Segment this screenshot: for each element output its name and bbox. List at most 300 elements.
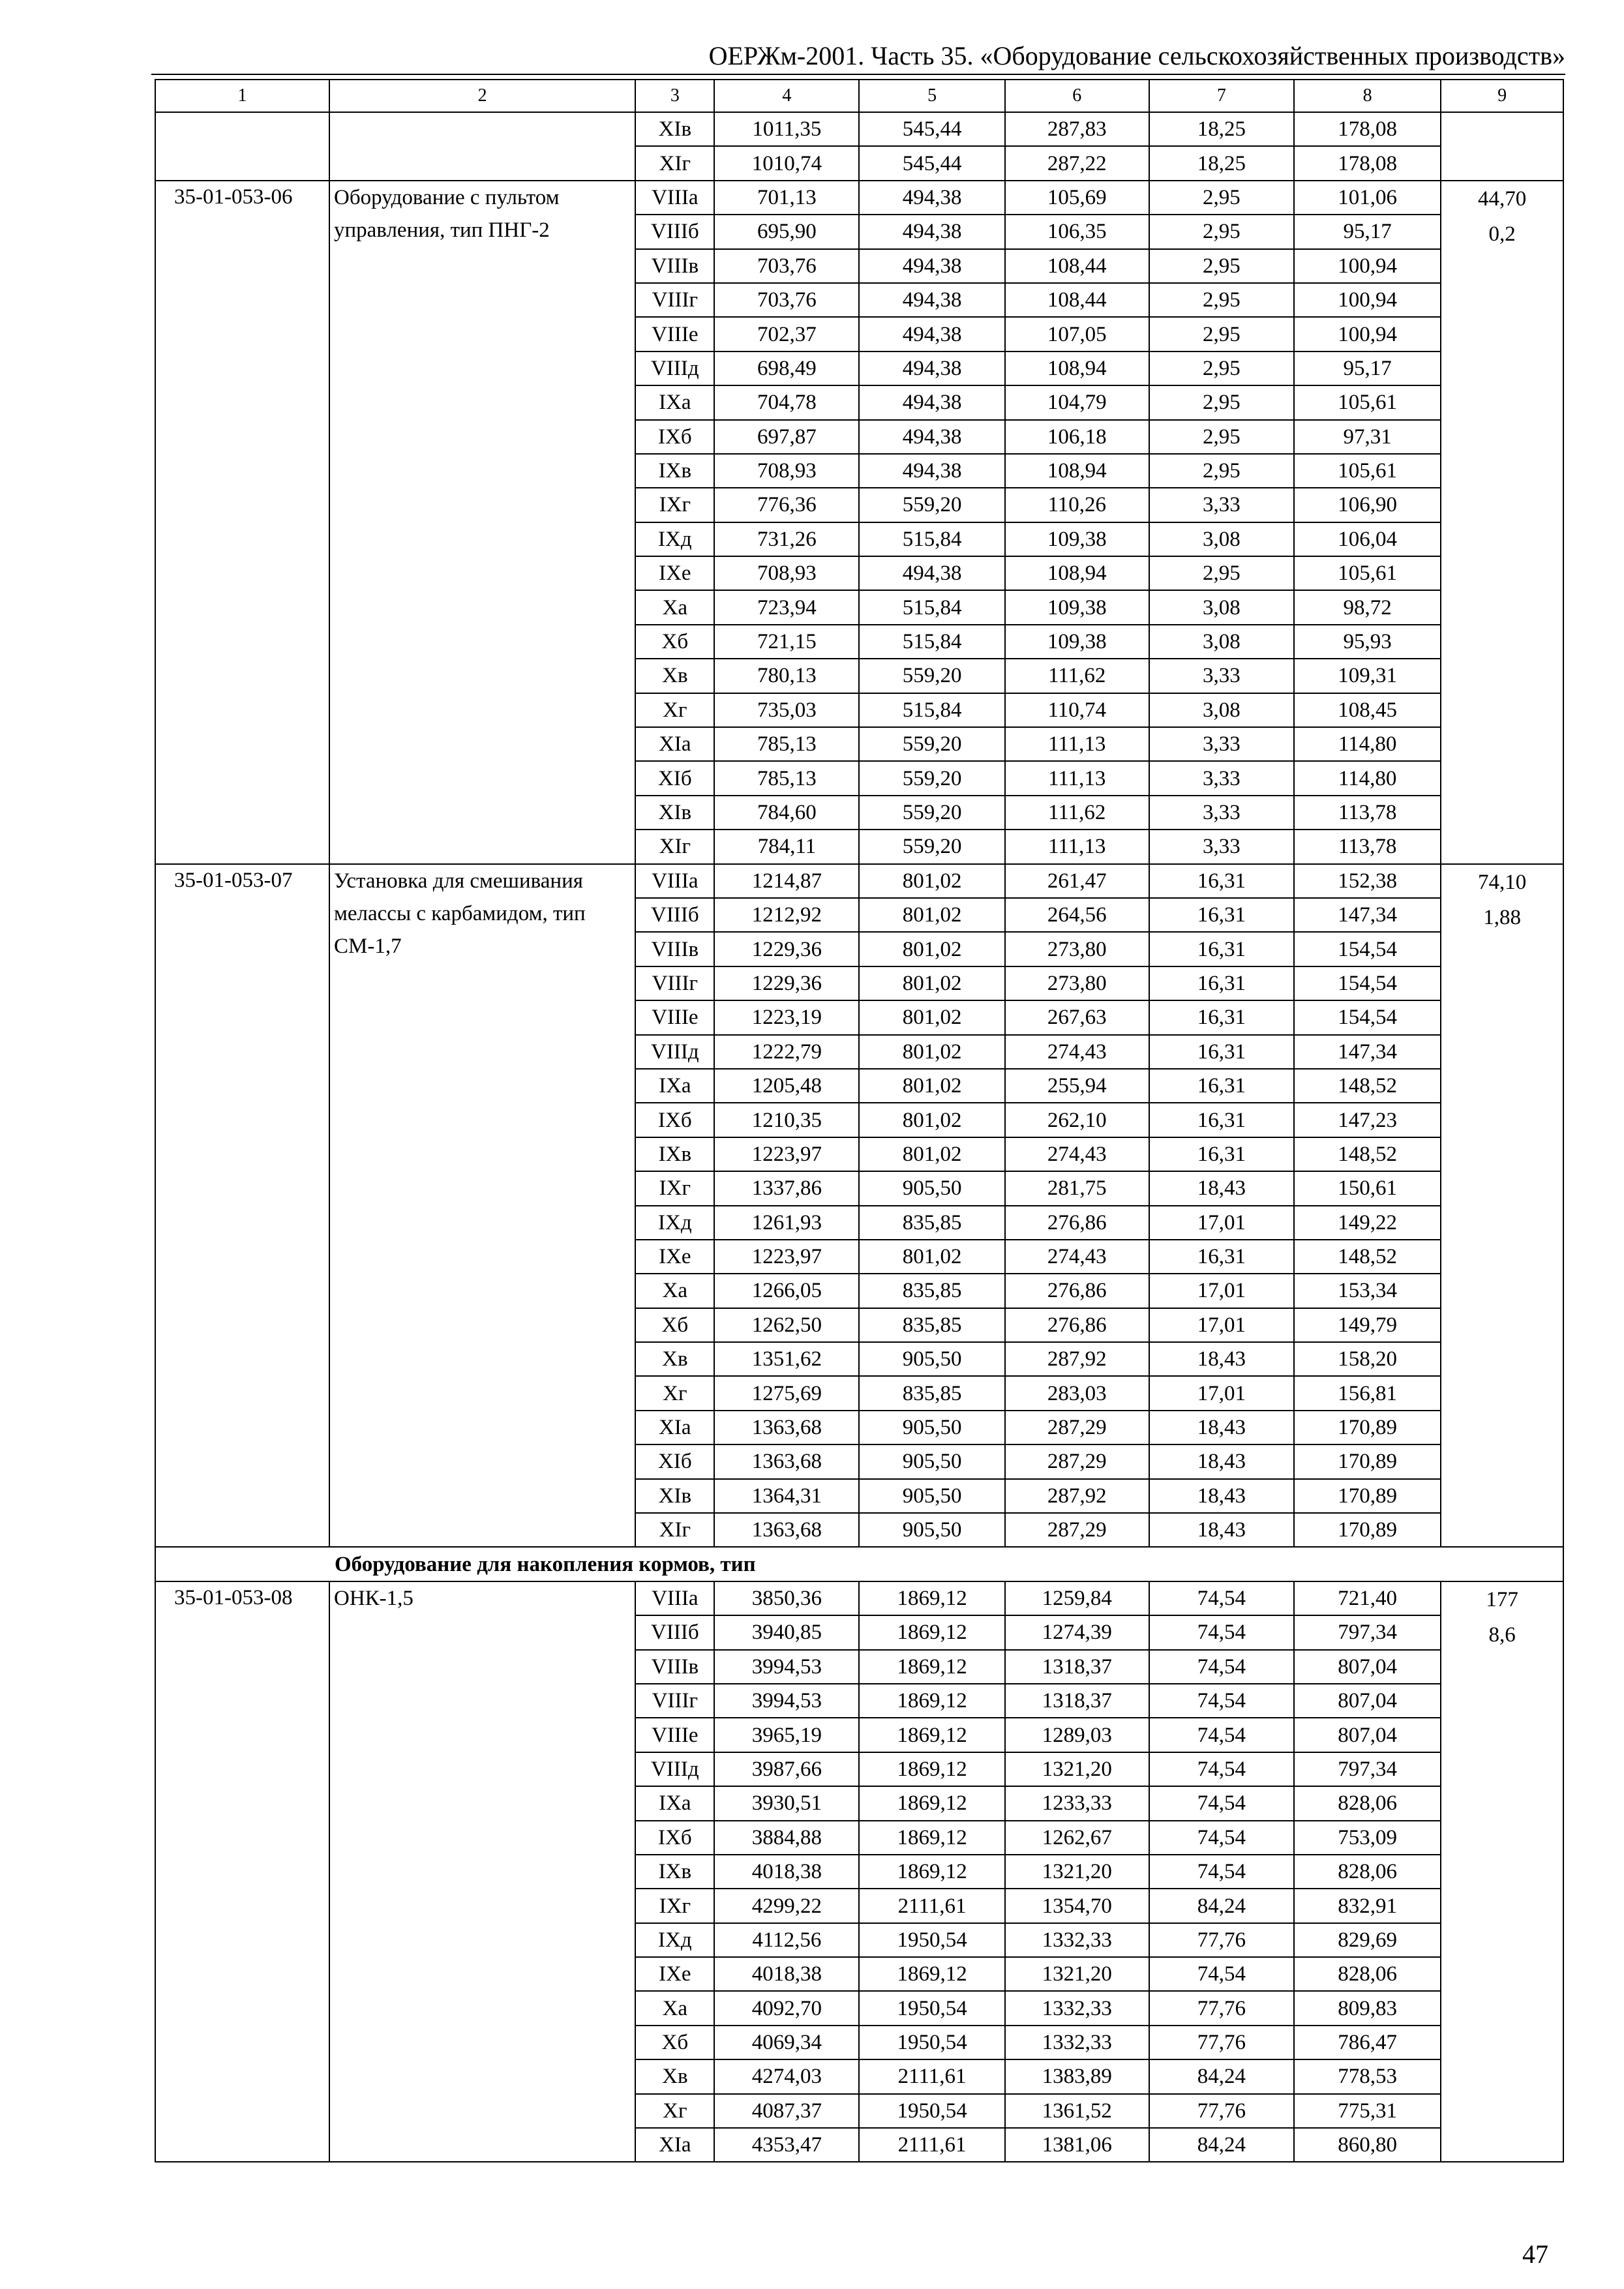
driver-wages-cell: 17,01 (1149, 1308, 1294, 1342)
zone-cell: Xг (635, 2094, 714, 2128)
driver-wages-cell: 16,31 (1149, 966, 1294, 1000)
materials-cell: 148,52 (1294, 1137, 1441, 1171)
total-cost-cell: 1364,31 (714, 1479, 859, 1513)
materials-cell: 100,94 (1294, 249, 1441, 283)
materials-cell: 178,08 (1294, 112, 1441, 146)
driver-wages-cell: 84,24 (1149, 2128, 1294, 2162)
machine-cost-cell: 106,18 (1005, 420, 1149, 454)
column-number-6: 6 (1005, 80, 1149, 112)
wages-cell: 494,38 (859, 317, 1004, 351)
materials-cell: 178,08 (1294, 146, 1441, 180)
machine-cost-cell: 111,13 (1005, 830, 1149, 863)
wages-cell: 1950,54 (859, 1991, 1004, 2025)
total-cost-cell: 1214,87 (714, 864, 859, 898)
zone-cell: XIв (635, 1479, 714, 1513)
total-cost-cell: 1205,48 (714, 1069, 859, 1103)
zone-cell: IXа (635, 1786, 714, 1820)
extra-value: 8,6 (1488, 1623, 1516, 1647)
zone-cell: IXв (635, 1137, 714, 1171)
item-name: Оборудование с пультом управления, тип ПНГ-2 (329, 181, 635, 864)
column-number-row (155, 80, 1563, 112)
total-cost-cell: 1222,79 (714, 1035, 859, 1069)
driver-wages-cell: 3,08 (1149, 522, 1294, 556)
wages-cell: 1869,12 (859, 1957, 1004, 1991)
wages-cell: 2111,61 (859, 2059, 1004, 2093)
total-cost-cell: 3987,66 (714, 1752, 859, 1786)
driver-wages-cell: 17,01 (1149, 1206, 1294, 1240)
total-cost-cell: 4274,03 (714, 2059, 859, 2093)
driver-wages-cell: 2,95 (1149, 283, 1294, 317)
zone-cell: IXа (635, 385, 714, 419)
machine-cost-cell: 1321,20 (1005, 1855, 1149, 1889)
materials-cell: 828,06 (1294, 1957, 1441, 1991)
wages-cell: 905,50 (859, 1513, 1004, 1547)
machine-cost-cell: 108,94 (1005, 454, 1149, 488)
wages-cell: 905,50 (859, 1171, 1004, 1205)
machine-cost-cell: 276,86 (1005, 1206, 1149, 1240)
materials-cell: 147,34 (1294, 898, 1441, 932)
zone-cell: Xв (635, 2059, 714, 2093)
machine-cost-cell: 110,26 (1005, 488, 1149, 522)
wages-cell: 1950,54 (859, 2026, 1004, 2059)
column-number-5: 5 (859, 80, 1004, 112)
wages-cell: 545,44 (859, 112, 1004, 146)
wages-cell: 801,02 (859, 898, 1004, 932)
wages-cell: 905,50 (859, 1479, 1004, 1513)
driver-wages-cell: 2,95 (1149, 352, 1294, 385)
materials-cell: 797,34 (1294, 1752, 1441, 1786)
total-cost-cell: 4299,22 (714, 1889, 859, 1922)
materials-cell: 829,69 (1294, 1923, 1441, 1957)
total-cost-cell: 784,60 (714, 796, 859, 830)
machine-cost-cell: 261,47 (1005, 864, 1149, 898)
zone-cell: IXв (635, 1855, 714, 1889)
machine-cost-cell: 1332,33 (1005, 2026, 1149, 2059)
zone-cell: Xб (635, 1308, 714, 1342)
materials-cell: 109,31 (1294, 659, 1441, 693)
materials-cell: 154,54 (1294, 966, 1441, 1000)
machine-cost-cell: 108,94 (1005, 556, 1149, 590)
machine-cost-cell: 283,03 (1005, 1376, 1149, 1410)
wages-cell: 559,20 (859, 761, 1004, 795)
zone-cell: IXе (635, 1957, 714, 1991)
total-cost-cell: 4087,37 (714, 2094, 859, 2128)
table-row (155, 864, 1563, 898)
zone-cell: VIIIа (635, 1581, 714, 1615)
driver-wages-cell: 77,76 (1149, 1923, 1294, 1957)
item-extra-values (1441, 181, 1563, 864)
zone-cell: VIIIг (635, 966, 714, 1000)
driver-wages-cell: 17,01 (1149, 1376, 1294, 1410)
materials-cell: 170,89 (1294, 1411, 1441, 1444)
materials-cell: 98,72 (1294, 590, 1441, 624)
materials-cell: 828,06 (1294, 1855, 1441, 1889)
zone-cell: VIIIб (635, 1615, 714, 1649)
total-cost-cell: 698,49 (714, 352, 859, 385)
materials-cell: 807,04 (1294, 1718, 1441, 1752)
total-cost-cell: 1266,05 (714, 1274, 859, 1308)
machine-cost-cell: 104,79 (1005, 385, 1149, 419)
materials-cell: 154,54 (1294, 932, 1441, 966)
column-number-7: 7 (1149, 80, 1294, 112)
wages-cell: 905,50 (859, 1342, 1004, 1376)
wages-cell: 494,38 (859, 420, 1004, 454)
machine-cost-cell: 287,22 (1005, 146, 1149, 180)
total-cost-cell: 1363,68 (714, 1513, 859, 1547)
driver-wages-cell: 3,33 (1149, 727, 1294, 761)
item-name: Установка для смешивания мелассы с карбамидом, тип СМ-1,7 (329, 864, 635, 1548)
machine-cost-cell: 287,29 (1005, 1411, 1149, 1444)
column-number-3: 3 (635, 80, 714, 112)
wages-cell: 905,50 (859, 1411, 1004, 1444)
machine-cost-cell: 1332,33 (1005, 1923, 1149, 1957)
zone-cell: IXв (635, 454, 714, 488)
machine-cost-cell: 108,94 (1005, 352, 1149, 385)
extra-value: 0,2 (1488, 222, 1516, 246)
wages-cell: 1869,12 (859, 1821, 1004, 1855)
driver-wages-cell: 18,43 (1149, 1479, 1294, 1513)
machine-cost-cell: 1381,06 (1005, 2128, 1149, 2162)
zone-cell: XIб (635, 761, 714, 795)
driver-wages-cell: 74,54 (1149, 1684, 1294, 1718)
column-number-4: 4 (714, 80, 859, 112)
wages-cell: 494,38 (859, 352, 1004, 385)
materials-cell: 828,06 (1294, 1786, 1441, 1820)
machine-cost-cell: 287,29 (1005, 1444, 1149, 1478)
materials-cell: 149,79 (1294, 1308, 1441, 1342)
wages-cell: 1869,12 (859, 1650, 1004, 1684)
driver-wages-cell: 18,43 (1149, 1342, 1294, 1376)
machine-cost-cell: 111,13 (1005, 761, 1149, 795)
driver-wages-cell: 84,24 (1149, 2059, 1294, 2093)
materials-cell: 147,23 (1294, 1103, 1441, 1137)
zone-cell: Xб (635, 2026, 714, 2059)
driver-wages-cell: 3,08 (1149, 625, 1294, 659)
machine-cost-cell: 287,92 (1005, 1479, 1149, 1513)
zone-cell: Xа (635, 1274, 714, 1308)
machine-cost-cell: 1332,33 (1005, 1991, 1149, 2025)
materials-cell: 100,94 (1294, 283, 1441, 317)
driver-wages-cell: 74,54 (1149, 1615, 1294, 1649)
zone-cell: Xв (635, 659, 714, 693)
zone-cell: VIIIд (635, 1752, 714, 1786)
wages-cell: 905,50 (859, 1444, 1004, 1478)
materials-cell: 153,34 (1294, 1274, 1441, 1308)
driver-wages-cell: 2,95 (1149, 317, 1294, 351)
total-cost-cell: 785,13 (714, 761, 859, 795)
total-cost-cell: 4092,70 (714, 1991, 859, 2025)
machine-cost-cell: 106,35 (1005, 215, 1149, 248)
total-cost-cell: 3994,53 (714, 1650, 859, 1684)
zone-cell: XIа (635, 1411, 714, 1444)
driver-wages-cell: 2,95 (1149, 556, 1294, 590)
total-cost-cell: 703,76 (714, 249, 859, 283)
driver-wages-cell: 16,31 (1149, 1240, 1294, 1274)
machine-cost-cell: 1289,03 (1005, 1718, 1149, 1752)
machine-cost-cell: 1259,84 (1005, 1581, 1149, 1615)
wages-cell: 1950,54 (859, 2094, 1004, 2128)
machine-cost-cell: 1321,20 (1005, 1752, 1149, 1786)
running-header: ОЕРЖм-2001. Часть 35. «Оборудование сельскохозяйственных производств» (708, 41, 1565, 70)
item-extra-values (1441, 864, 1563, 1548)
zone-cell: VIIIв (635, 932, 714, 966)
item-code: 35-01-053-08 (155, 1581, 329, 2162)
wages-cell: 1869,12 (859, 1752, 1004, 1786)
driver-wages-cell: 3,33 (1149, 761, 1294, 795)
machine-cost-cell: 276,86 (1005, 1274, 1149, 1308)
wages-cell: 515,84 (859, 590, 1004, 624)
zone-cell: VIIIе (635, 1718, 714, 1752)
total-cost-cell: 785,13 (714, 727, 859, 761)
total-cost-cell: 3965,19 (714, 1718, 859, 1752)
total-cost-cell: 4353,47 (714, 2128, 859, 2162)
machine-cost-cell: 262,10 (1005, 1103, 1149, 1137)
driver-wages-cell: 16,31 (1149, 898, 1294, 932)
zone-cell: VIIIб (635, 215, 714, 248)
materials-cell: 797,34 (1294, 1615, 1441, 1649)
materials-cell: 170,89 (1294, 1444, 1441, 1478)
machine-cost-cell: 274,43 (1005, 1137, 1149, 1171)
total-cost-cell: 4018,38 (714, 1957, 859, 1991)
machine-cost-cell: 274,43 (1005, 1035, 1149, 1069)
total-cost-cell: 723,94 (714, 590, 859, 624)
machine-cost-cell: 287,92 (1005, 1342, 1149, 1376)
machine-cost-cell: 255,94 (1005, 1069, 1149, 1103)
zone-cell: XIв (635, 112, 714, 146)
total-cost-cell: 3940,85 (714, 1615, 859, 1649)
zone-cell: IXд (635, 1923, 714, 1957)
materials-cell: 147,34 (1294, 1035, 1441, 1069)
item-code: 35-01-053-07 (155, 864, 329, 1548)
column-number-8: 8 (1294, 80, 1441, 112)
zone-cell: IXд (635, 522, 714, 556)
driver-wages-cell: 3,33 (1149, 659, 1294, 693)
materials-cell: 152,38 (1294, 864, 1441, 898)
zone-cell: VIIIв (635, 249, 714, 283)
header-rule (151, 74, 1565, 75)
column-number-1: 1 (155, 80, 329, 112)
table-row (155, 1581, 1563, 1615)
total-cost-cell: 1351,62 (714, 1342, 859, 1376)
zone-cell: XIа (635, 2128, 714, 2162)
driver-wages-cell: 84,24 (1149, 1889, 1294, 1922)
materials-cell: 775,31 (1294, 2094, 1441, 2128)
wages-cell: 801,02 (859, 1103, 1004, 1137)
materials-cell: 148,52 (1294, 1069, 1441, 1103)
wages-cell: 545,44 (859, 146, 1004, 180)
materials-cell: 108,45 (1294, 693, 1441, 727)
zone-cell: VIIIб (635, 898, 714, 932)
machine-cost-cell: 264,56 (1005, 898, 1149, 932)
zone-cell: IXб (635, 1103, 714, 1137)
driver-wages-cell: 2,95 (1149, 249, 1294, 283)
driver-wages-cell: 77,76 (1149, 2094, 1294, 2128)
wages-cell: 494,38 (859, 385, 1004, 419)
zone-cell: XIа (635, 727, 714, 761)
wages-cell: 559,20 (859, 830, 1004, 863)
zone-cell: VIIIг (635, 1684, 714, 1718)
materials-cell: 114,80 (1294, 727, 1441, 761)
zone-cell: XIг (635, 1513, 714, 1547)
total-cost-cell: 695,90 (714, 215, 859, 248)
code-cell-empty (155, 112, 329, 181)
wages-cell: 494,38 (859, 283, 1004, 317)
zone-cell: Xа (635, 590, 714, 624)
zone-cell: IXа (635, 1069, 714, 1103)
table-body (155, 80, 1563, 2162)
driver-wages-cell: 77,76 (1149, 2026, 1294, 2059)
machine-cost-cell: 1354,70 (1005, 1889, 1149, 1922)
total-cost-cell: 1363,68 (714, 1444, 859, 1478)
materials-cell: 113,78 (1294, 830, 1441, 863)
materials-cell: 97,31 (1294, 420, 1441, 454)
machine-cost-cell: 111,13 (1005, 727, 1149, 761)
machine-cost-cell: 287,29 (1005, 1513, 1149, 1547)
machine-cost-cell: 273,80 (1005, 932, 1149, 966)
wages-cell: 515,84 (859, 522, 1004, 556)
zone-cell: IXг (635, 1889, 714, 1922)
total-cost-cell: 1223,19 (714, 1000, 859, 1034)
driver-wages-cell: 18,25 (1149, 112, 1294, 146)
driver-wages-cell: 2,95 (1149, 181, 1294, 215)
name-cell-empty (329, 112, 635, 181)
total-cost-cell: 1275,69 (714, 1376, 859, 1410)
total-cost-cell: 3850,36 (714, 1581, 859, 1615)
total-cost-cell: 1261,93 (714, 1206, 859, 1240)
materials-cell: 778,53 (1294, 2059, 1441, 2093)
wages-cell: 1950,54 (859, 1923, 1004, 1957)
extra-cell-empty (1441, 112, 1563, 181)
total-cost-cell: 3930,51 (714, 1786, 859, 1820)
machine-cost-cell: 111,62 (1005, 659, 1149, 693)
machine-cost-cell: 267,63 (1005, 1000, 1149, 1034)
zone-cell: VIIIа (635, 864, 714, 898)
materials-cell: 105,61 (1294, 556, 1441, 590)
zone-cell: XIв (635, 796, 714, 830)
total-cost-cell: 3994,53 (714, 1684, 859, 1718)
machine-cost-cell: 287,83 (1005, 112, 1149, 146)
zone-cell: Xг (635, 693, 714, 727)
driver-wages-cell: 77,76 (1149, 1991, 1294, 2025)
materials-cell: 154,54 (1294, 1000, 1441, 1034)
materials-cell: 753,09 (1294, 1821, 1441, 1855)
materials-cell: 114,80 (1294, 761, 1441, 795)
machine-cost-cell: 1383,89 (1005, 2059, 1149, 2093)
zone-cell: IXг (635, 488, 714, 522)
materials-cell: 170,89 (1294, 1513, 1441, 1547)
machine-cost-cell: 1233,33 (1005, 1786, 1149, 1820)
page-number: 47 (1522, 2239, 1548, 2269)
wages-cell: 2111,61 (859, 1889, 1004, 1922)
machine-cost-cell: 1262,67 (1005, 1821, 1149, 1855)
driver-wages-cell: 74,54 (1149, 1581, 1294, 1615)
total-cost-cell: 4018,38 (714, 1855, 859, 1889)
section-heading: Оборудование для накопления кормов, тип (329, 1547, 1563, 1581)
wages-cell: 1869,12 (859, 1786, 1004, 1820)
total-cost-cell: 735,03 (714, 693, 859, 727)
wages-cell: 835,85 (859, 1308, 1004, 1342)
machine-cost-cell: 1321,20 (1005, 1957, 1149, 1991)
wages-cell: 494,38 (859, 249, 1004, 283)
driver-wages-cell: 3,08 (1149, 693, 1294, 727)
driver-wages-cell: 2,95 (1149, 454, 1294, 488)
materials-cell: 105,61 (1294, 454, 1441, 488)
machine-cost-cell: 105,69 (1005, 181, 1149, 215)
wages-cell: 801,02 (859, 1069, 1004, 1103)
wages-cell: 1869,12 (859, 1855, 1004, 1889)
wages-cell: 801,02 (859, 966, 1004, 1000)
materials-cell: 95,17 (1294, 352, 1441, 385)
total-cost-cell: 1210,35 (714, 1103, 859, 1137)
zone-cell: XIб (635, 1444, 714, 1478)
zone-cell: VIIIе (635, 317, 714, 351)
materials-cell: 106,04 (1294, 522, 1441, 556)
materials-cell: 170,89 (1294, 1479, 1441, 1513)
driver-wages-cell: 74,54 (1149, 1718, 1294, 1752)
driver-wages-cell: 74,54 (1149, 1821, 1294, 1855)
zone-cell: IXб (635, 1821, 714, 1855)
zone-cell: VIIIд (635, 1035, 714, 1069)
total-cost-cell: 1229,36 (714, 932, 859, 966)
total-cost-cell: 1212,92 (714, 898, 859, 932)
materials-cell: 100,94 (1294, 317, 1441, 351)
wages-cell: 494,38 (859, 454, 1004, 488)
materials-cell: 149,22 (1294, 1206, 1441, 1240)
machine-cost-cell: 281,75 (1005, 1171, 1149, 1205)
wages-cell: 559,20 (859, 727, 1004, 761)
driver-wages-cell: 3,33 (1149, 830, 1294, 863)
materials-cell: 721,40 (1294, 1581, 1441, 1615)
machine-cost-cell: 1318,37 (1005, 1650, 1149, 1684)
materials-cell: 158,20 (1294, 1342, 1441, 1376)
total-cost-cell: 1337,86 (714, 1171, 859, 1205)
driver-wages-cell: 18,25 (1149, 146, 1294, 180)
machine-cost-cell: 109,38 (1005, 522, 1149, 556)
table-row (155, 181, 1563, 215)
machine-cost-cell: 1318,37 (1005, 1684, 1149, 1718)
zone-cell: XIг (635, 830, 714, 863)
total-cost-cell: 708,93 (714, 556, 859, 590)
wages-cell: 1869,12 (859, 1615, 1004, 1649)
zone-cell: IXе (635, 556, 714, 590)
driver-wages-cell: 74,54 (1149, 1786, 1294, 1820)
machine-cost-cell: 274,43 (1005, 1240, 1149, 1274)
zone-cell: VIIIг (635, 283, 714, 317)
driver-wages-cell: 2,95 (1149, 385, 1294, 419)
wages-cell: 801,02 (859, 1000, 1004, 1034)
machine-cost-cell: 1361,52 (1005, 2094, 1149, 2128)
zone-cell: VIIIа (635, 181, 714, 215)
table-row (155, 112, 1563, 146)
wages-cell: 801,02 (859, 1137, 1004, 1171)
total-cost-cell: 1363,68 (714, 1411, 859, 1444)
driver-wages-cell: 74,54 (1149, 1650, 1294, 1684)
driver-wages-cell: 74,54 (1149, 1957, 1294, 1991)
section-heading-pad (155, 1547, 329, 1581)
wages-cell: 2111,61 (859, 2128, 1004, 2162)
materials-cell: 150,61 (1294, 1171, 1441, 1205)
zone-cell: IXд (635, 1206, 714, 1240)
total-cost-cell: 4112,56 (714, 1923, 859, 1957)
materials-cell: 148,52 (1294, 1240, 1441, 1274)
total-cost-cell: 721,15 (714, 625, 859, 659)
total-cost-cell: 776,36 (714, 488, 859, 522)
driver-wages-cell: 18,43 (1149, 1411, 1294, 1444)
zone-cell: Xв (635, 1342, 714, 1376)
machine-cost-cell: 1274,39 (1005, 1615, 1149, 1649)
column-number-9: 9 (1441, 80, 1563, 112)
total-cost-cell: 1223,97 (714, 1240, 859, 1274)
